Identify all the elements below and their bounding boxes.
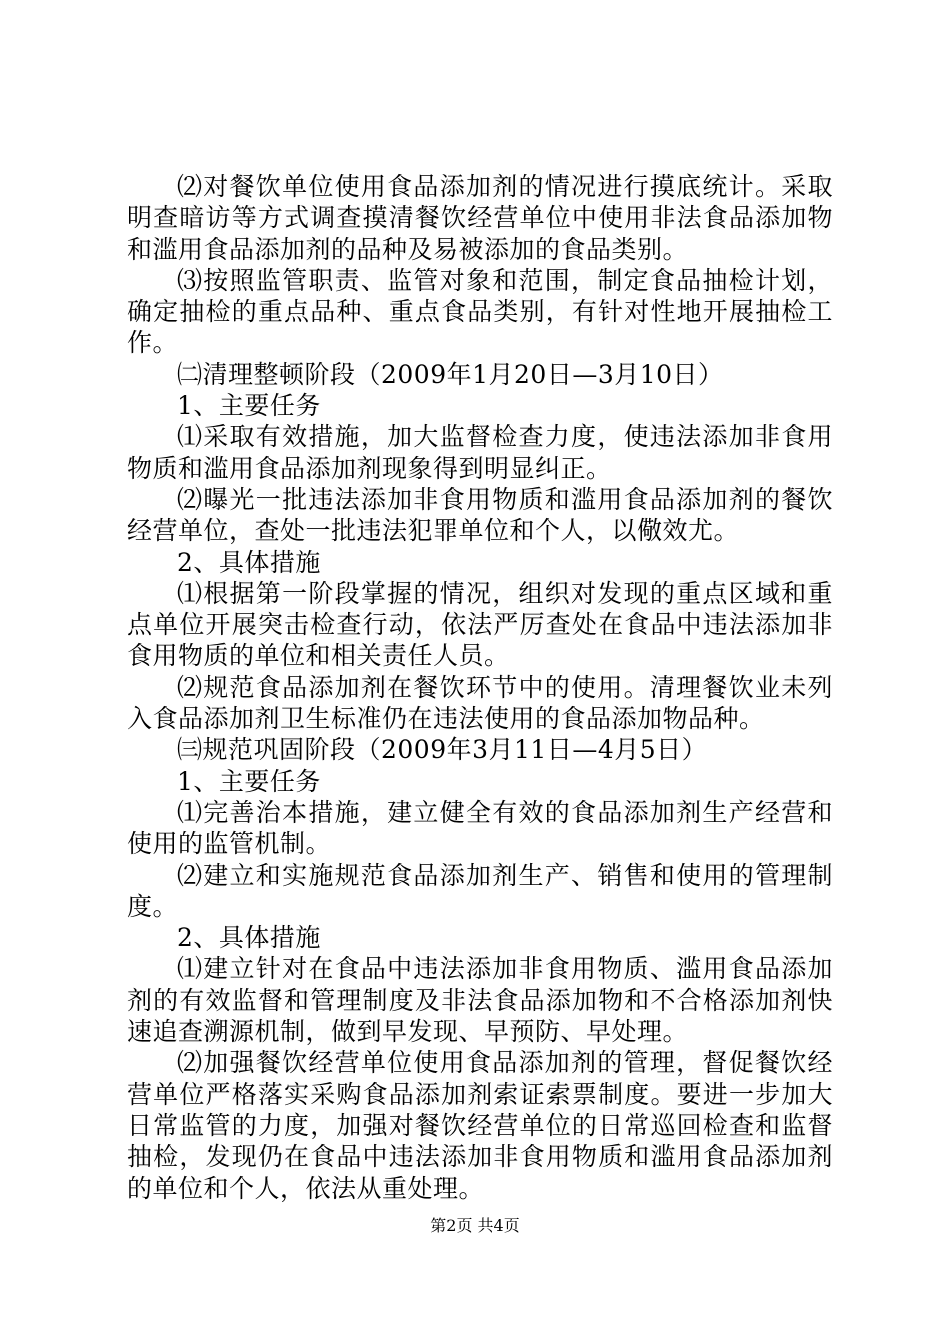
paragraph: ⑵对餐饮单位使用食品添加剂的情况进行摸底统计。采取明查暗访等方式调查摸清餐饮经营单位中使用非法食品添加物和滥用食品添加剂的品种及易被添加的食品类别。 <box>127 172 833 264</box>
paragraph: ⑴采取有效措施，加大监督检查力度，使违法添加非食用物质和滥用食品添加剂现象得到明显纠正。 <box>127 422 833 483</box>
subsection-heading: 1、主要任务 <box>177 391 321 421</box>
paragraph: ⑴根据第一阶段掌握的情况，组织对发现的重点区域和重点单位开展突击检查行动，依法严厉查处在食品中违法添加非食用物质的单位和相关责任人员。 <box>127 578 833 671</box>
paragraph: ⑵规范食品添加剂在餐饮环节中的使用。清理餐饮业未列入食品添加剂卫生标准仍在违法使用的食品添加物品种。 <box>127 672 833 734</box>
paragraph: ⑶按照监管职责、监管对象和范围，制定食品抽检计划，确定抽检的重点品种、重点食品类别，有针对性地开展抽检工作。 <box>127 265 833 358</box>
page-footer: 第2页 共4页 <box>430 1216 520 1235</box>
document-body <box>127 171 833 1204</box>
paragraph: ⑵曝光一批违法添加非食用物质和滥用食品添加剂的餐饮经营单位，查处一批违法犯罪单位和个人，以儆效尤。 <box>127 484 833 546</box>
subsection-heading: 2、具体措施 <box>177 923 321 953</box>
paragraph: ⑵加强餐饮经营单位使用食品添加剂的管理，督促餐饮经营单位严格落实采购食品添加剂索证索票制度。要进一步加大日常监管的力度，加强对餐饮经营单位的日常巡回检查和监督抽检，发现仍在食品中违法添加非食用物质和滥用食品添加剂的单位和个人，依法从重处理。 <box>127 1048 833 1203</box>
section-heading: ㈡清理整顿阶段（2009年1月20日—3月10日） <box>177 359 724 389</box>
subsection-heading: 1、主要任务 <box>177 766 321 796</box>
paragraph: ⑴完善治本措施，建立健全有效的食品添加剂生产经营和使用的监管机制。 <box>127 797 833 859</box>
section-heading: ㈢规范巩固阶段（2009年3月11日—4月5日） <box>177 735 708 765</box>
paragraph: ⑴建立针对在食品中违法添加非食用物质、滥用食品添加剂的有效监督和管理制度及非法食品添加物和不合格添加剂快速追查溯源机制，做到早发现、早预防、早处理。 <box>127 954 833 1047</box>
paragraph: ⑵建立和实施规范食品添加剂生产、销售和使用的管理制度。 <box>127 860 833 921</box>
subsection-heading: 2、具体措施 <box>177 547 321 577</box>
